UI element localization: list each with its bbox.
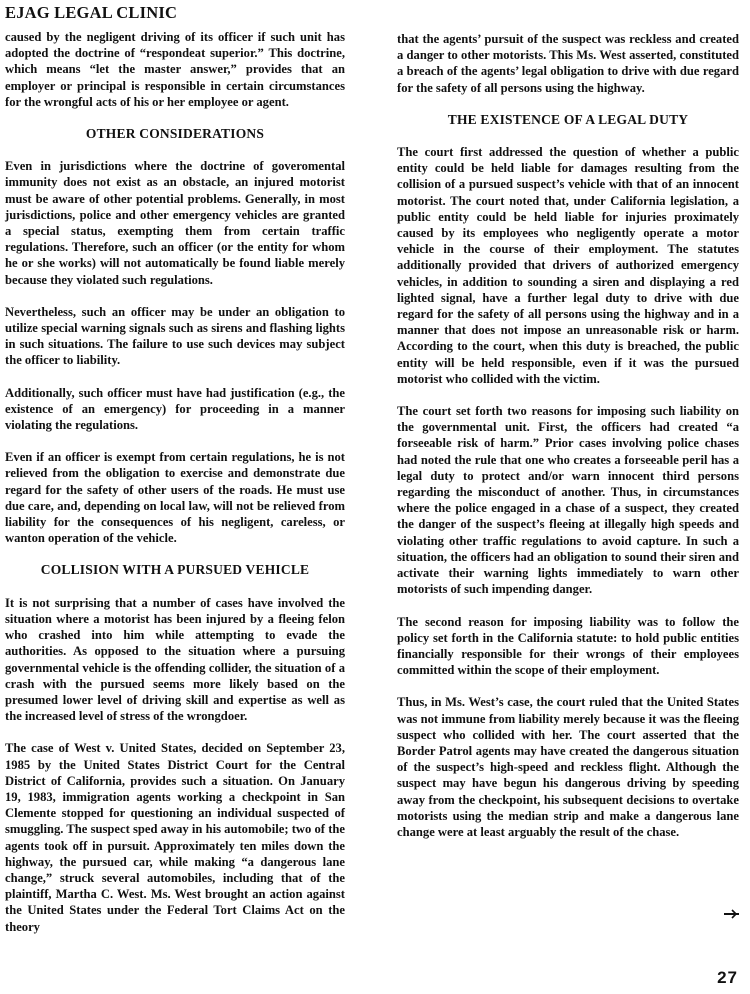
paragraph: The court first addressed the question of whether a public entity could be held liable for damages resulting from the collision of a pursued suspect’s vehicle with that of an innocent motorist. The court noted that, under California legislation, a public entity could be held liable for injuries proximately caused by its employees who negligently operate a motor vehicle in the course of their employment. The statutes additionally provided that drivers of authorized emergency vehicles, in addition to sounding a siren and displaying a red lighted signal, have a further legal duty to drive with due regard for the safety of all persons using the highway and in a manner that does not impose an unreasonable risk or harm. According to the court, when this duty is breached, the public entity will be held responsible, even if it was the pursued motorist who collided with the victim. [397, 145, 739, 386]
paragraph: The court set forth two reasons for imposing such liability on the governmental unit. First, the officers had created “a forseeable risk of harm.” Prior cases involving police chases had noted the rule that one who creates a forseeable peril has a legal duty to protect and/or warn innocent third persons regarding the misconduct of another. Thus, in circumstances where the police engaged in a chase of a suspect, they created the danger of the suspect’s fleeing at illegally high speeds and violating other traffic regulations to avoid capture. In such a situation, the officers had an obligation to sound their siren and activate their warning lights immediately to warn other motorists of such impending danger. [397, 404, 739, 597]
paragraph: Additionally, such officer must have had justification (e.g., the existence of an emergency) for proceeding in a manner violating the regulations. [5, 385, 345, 433]
section-heading-other-considerations: OTHER CONSIDERATIONS [85, 126, 265, 142]
left-column [5, 29, 345, 951]
arrow-right-icon [724, 908, 740, 920]
section-heading-legal-duty: THE EXISTENCE OF A LEGAL DUTY [447, 111, 689, 127]
paragraph: The case of West v. United States, decided on September 23, 1985 by the United States District Court for the Central District of California, provides such a situation. On January 19, 1983, immigration agents working a checkpoint in San Clemente stopped for questioning an individual suspected of smuggling. The suspect sped away in his automobile; two of the agents took off in pursuit. Approximately ten miles down the highway, the pursued car, while making “a dangerous lane change,” struck several automobiles, including that of the plaintiff, Martha C. West. Ms. West brought an action against the United States under the Federal Tort Claims Act on the theory [5, 741, 345, 934]
paragraph: Even in jurisdictions where the doctrine of goveromental immunity does not exist as an obstacle, an injured motorist must be aware of other potential problems. Generally, in most jurisdictions, police and other emergency vehicles are granted a special status, exempting them from certain traffic regulations. Therefore, such an officer (or the entity for whom he or she works) will not automatically be found liable merely because they violated such regulations. [5, 159, 345, 287]
publication-header: EJAG LEGAL CLINIC [5, 3, 178, 22]
paragraph: Nevertheless, such an officer may be under an obligation to utilize special warning signals such as sirens and flashing lights in such situations. The failure to use such devices may subject the officer to liability. [5, 304, 345, 368]
paragraph: that the agents’ pursuit of the suspect was reckless and created a danger to other motorists. This Ms. West asserted, constituted a breach of the agents’ legal obligation to drive with due regard for the safety of all persons using the highway. [397, 32, 739, 95]
paragraph: caused by the negligent driving of its officer if such unit has adopted the doctrine of “respondeat superior.” This doctrine, which means “let the master answer,” provides that an employer or principal is responsible in certain circumstances for the wrongful acts of his or her employee or agent. [5, 30, 345, 109]
paragraph: Even if an officer is exempt from certain regulations, he is not relieved from the obligation to exercise and demonstrate due regard for the safety of other users of the roads. He must use due care, and, depending on local law, will not be relieved from liability for the consequences of his negligent, careless, or wanton operation of the vehicle. [5, 450, 345, 546]
right-column [397, 31, 739, 856]
page-number: 27 [717, 968, 738, 987]
paragraph: The second reason for imposing liability was to follow the policy set forth in the California statute: to hold public entities financially responsible for their wrongs of their employees committed within the scope of their employment. [397, 614, 739, 678]
paragraph: It is not surprising that a number of cases have involved the situation where a motorist has been injured by a fleeing felon who crashed into him while attempting to evade the authorities. As opposed to the situation where a pursuing governmental vehicle is the offending collider, the situation of a crash with the pursued seems more likely based on the presumed lower level of driving skill and expertise as well as the increased level of stress of the wrongdoer. [5, 595, 345, 724]
section-heading-collision: COLLISION WITH A PURSUED VEHICLE [40, 562, 310, 578]
paragraph: Thus, in Ms. West’s case, the court ruled that the United States was not immune from liability merely because it was the fleeing suspect who collided with her. The court asserted that the Border Patrol agents may have created the dangerous situation of the suspect’s high-speed and reckless flight. Although the suspect may have begun his dangerous driving by speeding away from the checkpoint, his subsequent decisions to overtake motorists using the median strip and make a dangerous lane change were at least arguably the result of the chase. [397, 695, 739, 839]
